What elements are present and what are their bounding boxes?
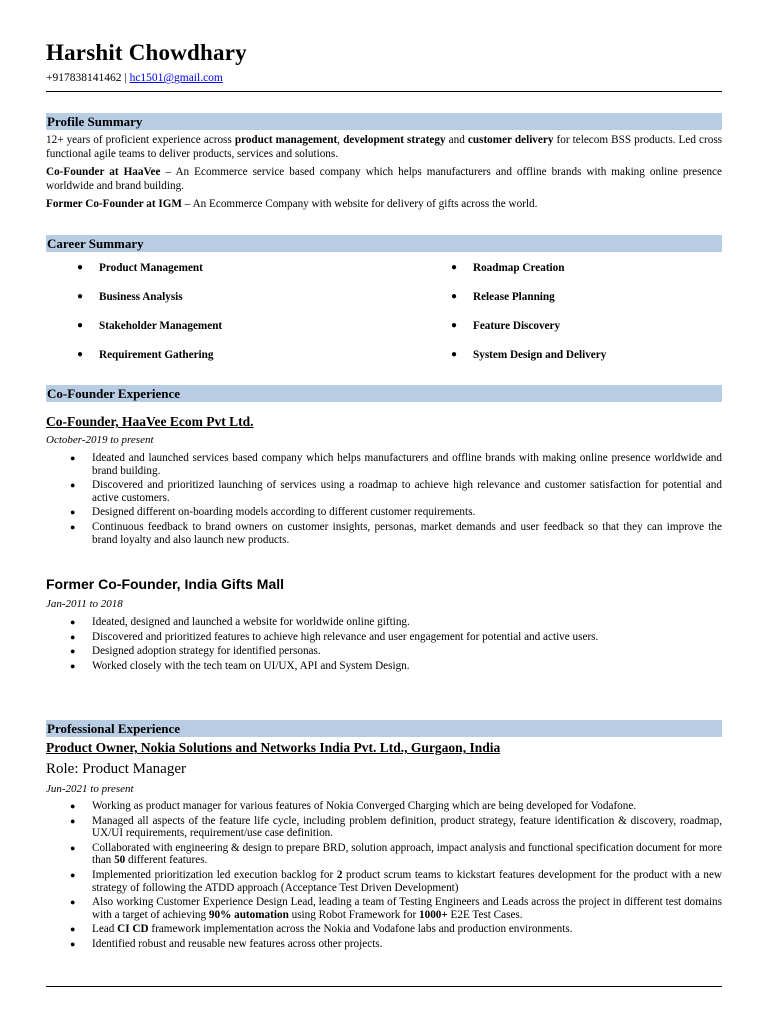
text-run: for telecom BSS products. Led cross functional agile teams to deliver products, services and solutions. <box>46 134 723 160</box>
bullet-icon: ● <box>70 869 76 880</box>
skill-item: ● System Design and Delivery <box>451 349 607 361</box>
igm-bullet-list <box>46 616 722 674</box>
text-run: different features. <box>125 854 208 867</box>
nokia-bullet-list <box>46 800 722 953</box>
bullet-icon: ● <box>70 453 76 463</box>
list-item <box>46 896 722 921</box>
bullet-icon: ● <box>70 480 76 491</box>
list-item-text: Continuous feedback to brand owners on customer insights, personas, market demands and user feedback so that they can improve the brand loyalty and also launch new products. <box>92 520 722 546</box>
text-run: Managed all aspects of the feature life cycle, including problem definition, product strategy, feature identification & discovery, roadmap, UX/UI requirements, requirement/use case definition. <box>92 814 722 840</box>
bullet-icon: ● <box>451 262 458 273</box>
list-item <box>46 506 722 519</box>
phone-number: +917838141462 <box>46 72 122 84</box>
skill-item: ● Feature Discovery <box>451 320 561 332</box>
bullet-icon: ● <box>451 291 458 302</box>
bullet-icon: ● <box>70 631 76 642</box>
bullet-icon: ● <box>70 617 76 627</box>
header-divider <box>46 91 722 92</box>
role-title: Role: Product Manager <box>46 761 186 777</box>
bullet-icon: ● <box>77 291 84 302</box>
skill-item: ● Roadmap Creation <box>451 262 565 274</box>
job-date-igm: Jan-2011 to 2018 <box>46 598 123 610</box>
list-item-text: Designed different on-boarding models according to different customer requirements. <box>92 506 476 519</box>
bullet-icon: ● <box>70 842 76 853</box>
bullet-icon: ● <box>70 801 76 811</box>
haavee-bullet-list <box>46 452 722 548</box>
text-run: using Robot Framework for <box>288 908 419 921</box>
list-item <box>46 660 722 673</box>
skill-item: ● Requirement Gathering <box>77 349 214 361</box>
list-item-text <box>92 815 722 840</box>
skill-item: ● Stakeholder Management <box>77 320 223 332</box>
bullet-icon: ● <box>77 349 84 360</box>
text-run: 12+ years of proficient experience across <box>46 134 235 146</box>
profile-paragraph-3 <box>46 198 722 212</box>
text-run: product scrum teams to kickstart features development for the product with a new strategy of following the ATDD approach (Acceptance Test Driven Development) <box>92 868 723 894</box>
bold-text: 50 <box>114 854 126 867</box>
section-header-career: Career Summary <box>46 235 722 252</box>
candidate-name: Harshit Chowdhary <box>46 40 247 65</box>
list-item-text <box>92 923 573 935</box>
section-header-professional: Professional Experience <box>46 720 722 737</box>
text-run: Identified robust and reusable new features across other projects. <box>92 937 383 950</box>
list-item-text: Worked closely with the tech team on UI/UX, API and System Design. <box>92 659 410 672</box>
skill-item: ● Product Management <box>77 262 203 274</box>
bold-text: development strategy <box>343 134 446 146</box>
list-item <box>46 616 722 629</box>
list-item-text <box>92 896 722 921</box>
email-link[interactable]: hc1501@gmail.com <box>129 72 223 84</box>
text-run: Implemented prioritization led execution backlog for <box>92 868 337 881</box>
text-run: – An Ecommerce Company with website for delivery of gifts across the world. <box>182 198 538 210</box>
list-item <box>46 815 722 840</box>
skill-item: ● Business Analysis <box>77 291 183 303</box>
list-item-text: Discovered and prioritized launching of services using a roadmap to achieve high relevance and customer satisfaction for potential and active customers. <box>92 479 722 504</box>
list-item-text: Designed adoption strategy for identified personas. <box>92 645 321 658</box>
text-run: E2E Test Cases. <box>447 908 523 921</box>
text-run: framework implementation across the Nokia and Vodafone labs and production environments. <box>148 923 573 936</box>
bullet-icon: ● <box>70 815 76 826</box>
bullet-icon: ● <box>77 262 84 273</box>
list-item-text <box>92 938 382 950</box>
job-date-haavee: October-2019 to present <box>46 434 154 446</box>
footer-divider <box>46 986 722 987</box>
bullet-icon: ● <box>70 507 76 518</box>
job-title-igm: Former Co-Founder, India Gifts Mall <box>46 576 285 592</box>
list-item <box>46 521 722 546</box>
text-run: Also working Customer Experience Design Lead, leading a team of Testing Engineers and Leads across the project in different test domains with a target of achieving <box>92 896 722 921</box>
text-run: and <box>445 134 468 146</box>
list-item-text: Discovered and prioritized features to achieve high relevance and user engagement for potential and active users. <box>92 630 599 643</box>
skill-item: ● Release Planning <box>451 291 555 303</box>
bullet-icon: ● <box>451 349 458 360</box>
list-item-text <box>92 869 722 894</box>
list-item-text: Ideated, designed and launched a website for worldwide online gifting. <box>92 616 410 628</box>
section-header-cofounder: Co-Founder Experience <box>46 385 722 402</box>
list-item <box>46 869 722 894</box>
bullet-icon: ● <box>451 320 458 331</box>
bold-text: customer delivery <box>467 134 554 146</box>
list-item <box>46 479 722 504</box>
text-run: Collaborated with engineering & design to prepare BRD, solution approach, impact analysis and functional specification document for more than <box>92 841 722 867</box>
list-item <box>46 631 722 644</box>
bullet-icon: ● <box>77 320 84 331</box>
text-run: Working as product manager for various features of Nokia Converged Charging which are being developed for Vodafone. <box>92 800 637 812</box>
list-item <box>46 645 722 658</box>
profile-paragraph-2 <box>46 166 722 193</box>
bullet-icon: ● <box>70 646 76 657</box>
text-run: – An Ecommerce service based company which helps manufacturers and offline brands with making online presence worldwide and brand building. <box>46 166 722 192</box>
list-item <box>46 923 722 936</box>
list-item <box>46 842 722 867</box>
bullet-icon: ● <box>70 938 76 949</box>
company-title-nokia: Product Owner, Nokia Solutions and Networks India Pvt. Ltd., Gurgaon, India <box>46 740 501 755</box>
list-item <box>46 800 722 813</box>
bullet-icon: ● <box>70 897 76 908</box>
list-item-text <box>92 842 722 867</box>
list-item <box>46 452 722 477</box>
bullet-icon: ● <box>70 521 76 532</box>
bold-text: CI CD <box>117 923 149 936</box>
contact-line <box>46 72 223 84</box>
list-item-text: Ideated and launched services based company which helps manufacturers and offline brands with making online presence worldwide and brand building. <box>92 452 722 477</box>
section-header-profile: Profile Summary <box>46 113 722 130</box>
bullet-icon: ● <box>70 924 76 935</box>
profile-paragraph-1 <box>46 134 722 161</box>
bold-text: product management <box>234 134 338 146</box>
bold-text: 2 <box>336 868 343 881</box>
text-run: , <box>337 134 344 146</box>
contact-separator: | <box>121 72 130 84</box>
list-item <box>46 938 722 951</box>
job-title-haavee: Co-Founder, HaaVee Ecom Pvt Ltd. <box>46 414 254 429</box>
bold-text: Former Co-Founder at IGM <box>46 198 182 210</box>
bold-text: 1000+ <box>419 908 448 921</box>
job-date-nokia: Jun-2021 to present <box>46 783 134 795</box>
bold-text: Co-Founder at HaaVee <box>46 166 161 178</box>
bold-text: 90% automation <box>208 908 289 921</box>
bullet-icon: ● <box>70 660 76 671</box>
text-run: Lead <box>92 923 118 936</box>
list-item-text <box>92 800 636 812</box>
